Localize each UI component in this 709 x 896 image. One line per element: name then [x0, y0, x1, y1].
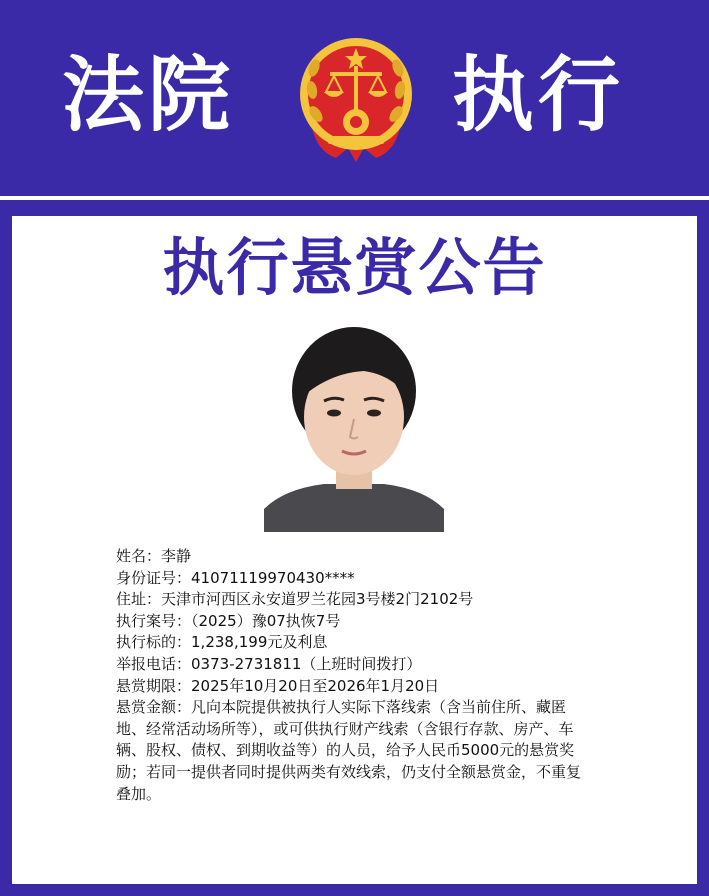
info-row-amount: 执行标的：1,238,199元及利息 [116, 633, 328, 652]
info-row-address: 住址：天津市河西区永安道罗兰花园3号楼2门2102号 [116, 590, 474, 609]
notice-title: 执行悬赏公告 [162, 231, 547, 304]
header-right-text: 执行 [452, 48, 625, 143]
info-row-reward: 悬赏金额：凡向本院提供被执行人实际下落线索（含当前住所、藏匿地、经常活动场所等），或可供执行财产线索（含银行存款、房产、车辆、股权、债权、到期收益等）的人员，给予人民币5000元的悬赏奖励；若同一提供者同时提供两类有效线索，仍支付全额悬赏金，不重复叠加。 [116, 698, 582, 803]
notice-panel [12, 216, 697, 884]
info-row-name: 姓名：李静 [116, 547, 192, 565]
notice-info [116, 546, 596, 805]
header-left-text: 法院 [62, 48, 235, 143]
header-divider [0, 196, 709, 200]
person-photo [264, 319, 444, 532]
info-row-phone: 举报电话：0373-2731811（上班时间拨打） [116, 654, 422, 673]
info-row-period: 悬赏期限：2025年10月20日至2026年1月20日 [116, 676, 440, 695]
court-emblem-icon [298, 30, 414, 164]
info-row-case-number: 执行案号：（2025）豫07执恢7号 [116, 611, 341, 630]
header-banner [0, 0, 709, 196]
info-row-id-number: 身份证号：41071119970430**** [116, 568, 355, 587]
